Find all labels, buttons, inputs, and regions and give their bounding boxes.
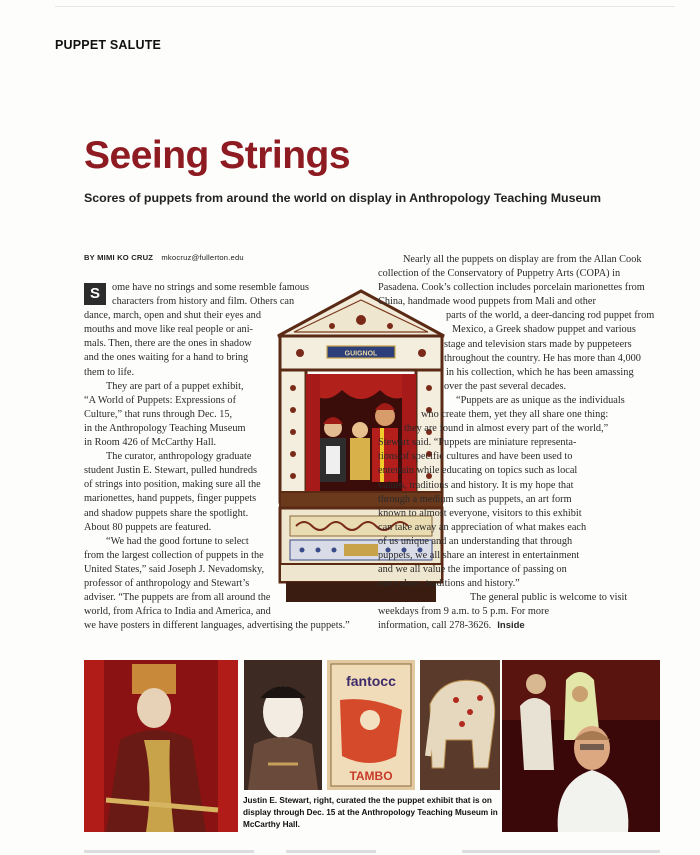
body-line: United States,” said Joseph J. Nevadomsky,: [84, 563, 265, 575]
article-subtitle: Scores of puppets from around the world on display in Anthropology Teaching Museum: [84, 191, 601, 205]
body-line: The curator, anthropology graduate: [106, 451, 252, 463]
body-line-text: entertain while educating on topics such as local: [378, 465, 578, 477]
photo-poster: [327, 660, 415, 790]
bottom-rule: [84, 850, 254, 853]
body-line: adviser. “The puppets are from all around the: [84, 592, 271, 604]
body-line-text: Pasadena. Cook’s collection includes porcelain marionettes from: [378, 282, 645, 294]
body-line: [378, 394, 660, 408]
article-title: Seeing Strings: [84, 134, 351, 177]
body-line: [378, 366, 660, 380]
body-line-text: and we all value the importance of passing on: [378, 564, 567, 576]
body-line: from the largest collection of puppets in the: [84, 549, 264, 561]
byline-email[interactable]: mkocruz@fullerton.edu: [161, 253, 244, 262]
bottom-rule: [462, 850, 660, 853]
body-line: [378, 422, 660, 436]
body-line: [378, 338, 660, 352]
body-line: [378, 450, 660, 464]
body-line-text: Stewart said. “Puppets are miniature representa-: [378, 437, 577, 449]
body-line: and the ones waiting for a hand to bring: [84, 352, 249, 364]
body-line-text: known to almost everyone, visitors to this exhibit: [378, 507, 582, 519]
body-line-text: parts of the world, a deer-dancing rod puppet from: [446, 310, 655, 322]
end-mark[interactable]: Inside: [497, 620, 525, 632]
body-line: ome have no strings and some resemble famous: [112, 282, 310, 293]
body-line: [378, 549, 660, 563]
body-line-text: values, traditions and history. It is my hope that: [378, 479, 574, 491]
body-line-text: “Puppets are as unique as the individuals: [456, 394, 625, 406]
body-line-text: information, call 278-3626.: [378, 620, 492, 632]
body-line-text: in his collection, which he has been amassing: [446, 366, 634, 378]
section-label: PUPPET SALUTE: [55, 38, 162, 52]
body-line: marionettes, hand puppets, finger puppets: [84, 493, 257, 505]
body-line: [378, 521, 660, 535]
body-line-text: of us unique and an understanding that through: [378, 535, 573, 547]
body-line: [378, 479, 660, 493]
body-line: [378, 591, 660, 605]
body-line: in the Anthropology Teaching Museum: [84, 422, 246, 434]
body-line: in Room 426 of McCarthy Hall.: [84, 437, 217, 449]
body-line: [378, 309, 660, 323]
bottom-rule: [286, 850, 376, 853]
body-line-text: China, handmade wood puppets from Mali and other: [378, 296, 596, 308]
body-line: “We had the good fortune to select: [106, 535, 249, 547]
body-line: [378, 408, 660, 422]
body-line-text: can take away an appreciation of what makes each: [378, 521, 587, 533]
body-line: “A World of Puppets: Expressions of: [84, 394, 236, 406]
body-line-text: they are found in almost every part of the world,”: [404, 423, 609, 435]
poster-subtitle: TAMBO: [349, 769, 393, 783]
body-line: [378, 493, 660, 507]
body-line: [378, 535, 660, 549]
byline: [84, 253, 244, 262]
body-line: dance, march, open and shut their eyes and: [84, 310, 261, 322]
body-line: About 80 puppets are featured.: [84, 521, 212, 533]
body-line: mals. Then, there are the ones in shadow: [84, 338, 252, 350]
body-line-text: our values, traditions and history.”: [378, 578, 520, 590]
photo-curator: [502, 660, 660, 832]
body-line: [378, 352, 660, 366]
body-line: student Justin E. Stewart, pulled hundreds: [84, 465, 258, 477]
body-line: [378, 295, 660, 309]
body-line-text: through a medium such as puppets, an art form: [378, 493, 572, 505]
body-line-text: collection of the Conservatory of Puppetry Arts (COPA) in: [378, 268, 621, 280]
body-line-text: tions of specific cultures and have been used to: [378, 451, 573, 463]
body-line: Culture,” that runs through Dec. 15,: [84, 408, 233, 420]
body-line: [378, 436, 660, 450]
body-line: we have posters in different languages, advertising the puppets.”: [84, 620, 350, 632]
body-line: of strings into position, making sure all the: [84, 479, 261, 491]
body-line: and shadow puppets share the spotlight.: [84, 507, 249, 519]
body-line: [378, 253, 660, 267]
body-line: [378, 281, 660, 295]
photo-caption: Justin E. Stewart, right, curated the the puppet exhibit that is on display through Dec. 15 at the Anthropology Teaching Museum in McCarthy Hall.: [243, 796, 498, 829]
photo-marionette: [84, 660, 238, 832]
body-line-text: The general public is welcome to visit: [470, 592, 628, 604]
body-line: world, from Africa to India and America, and: [84, 606, 271, 618]
top-rule: [55, 6, 675, 7]
body-line: [378, 507, 660, 521]
body-line-text: weekdays from 9 a.m. to 5 p.m. For more: [378, 606, 550, 618]
right-column: [378, 253, 660, 634]
body-line: mouths and move like real people or ani-: [84, 324, 253, 336]
stage-sign-text: GUIGNOL: [344, 350, 378, 358]
body-line: [378, 380, 660, 394]
body-line-text: stage and television stars made by puppeteers: [444, 338, 632, 350]
photo-mask: [244, 660, 322, 790]
body-line: [378, 563, 660, 577]
drop-cap: S: [84, 283, 106, 305]
body-line: [378, 464, 660, 478]
body-line: professor of anthropology and Stewart’s: [84, 577, 250, 589]
body-line: [378, 577, 660, 591]
body-line: [378, 605, 660, 619]
body-line: them to life.: [84, 366, 135, 378]
body-line: They are part of a puppet exhibit,: [106, 380, 244, 392]
body-line: [378, 323, 660, 337]
body-line-text: Nearly all the puppets on display are from the Allan Cook: [403, 254, 642, 265]
body-line: [378, 619, 660, 633]
body-line-text: throughout the country. He has more than 4,000: [444, 352, 641, 364]
body-line-text: who create them, yet they all share one thing:: [421, 409, 609, 421]
body-line: [378, 267, 660, 281]
byline-author: BY MIMI KO CRUZ: [84, 253, 154, 262]
photo-elephant: [420, 660, 500, 790]
body-line: characters from history and film. Others can: [112, 296, 295, 308]
body-line-text: puppets, we all share an interest in entertainment: [378, 549, 580, 561]
body-line-text: over the past several decades.: [444, 380, 567, 392]
poster-title: fantocc: [346, 673, 396, 689]
body-line-text: Mexico, a Greek shadow puppet and various: [452, 324, 636, 336]
